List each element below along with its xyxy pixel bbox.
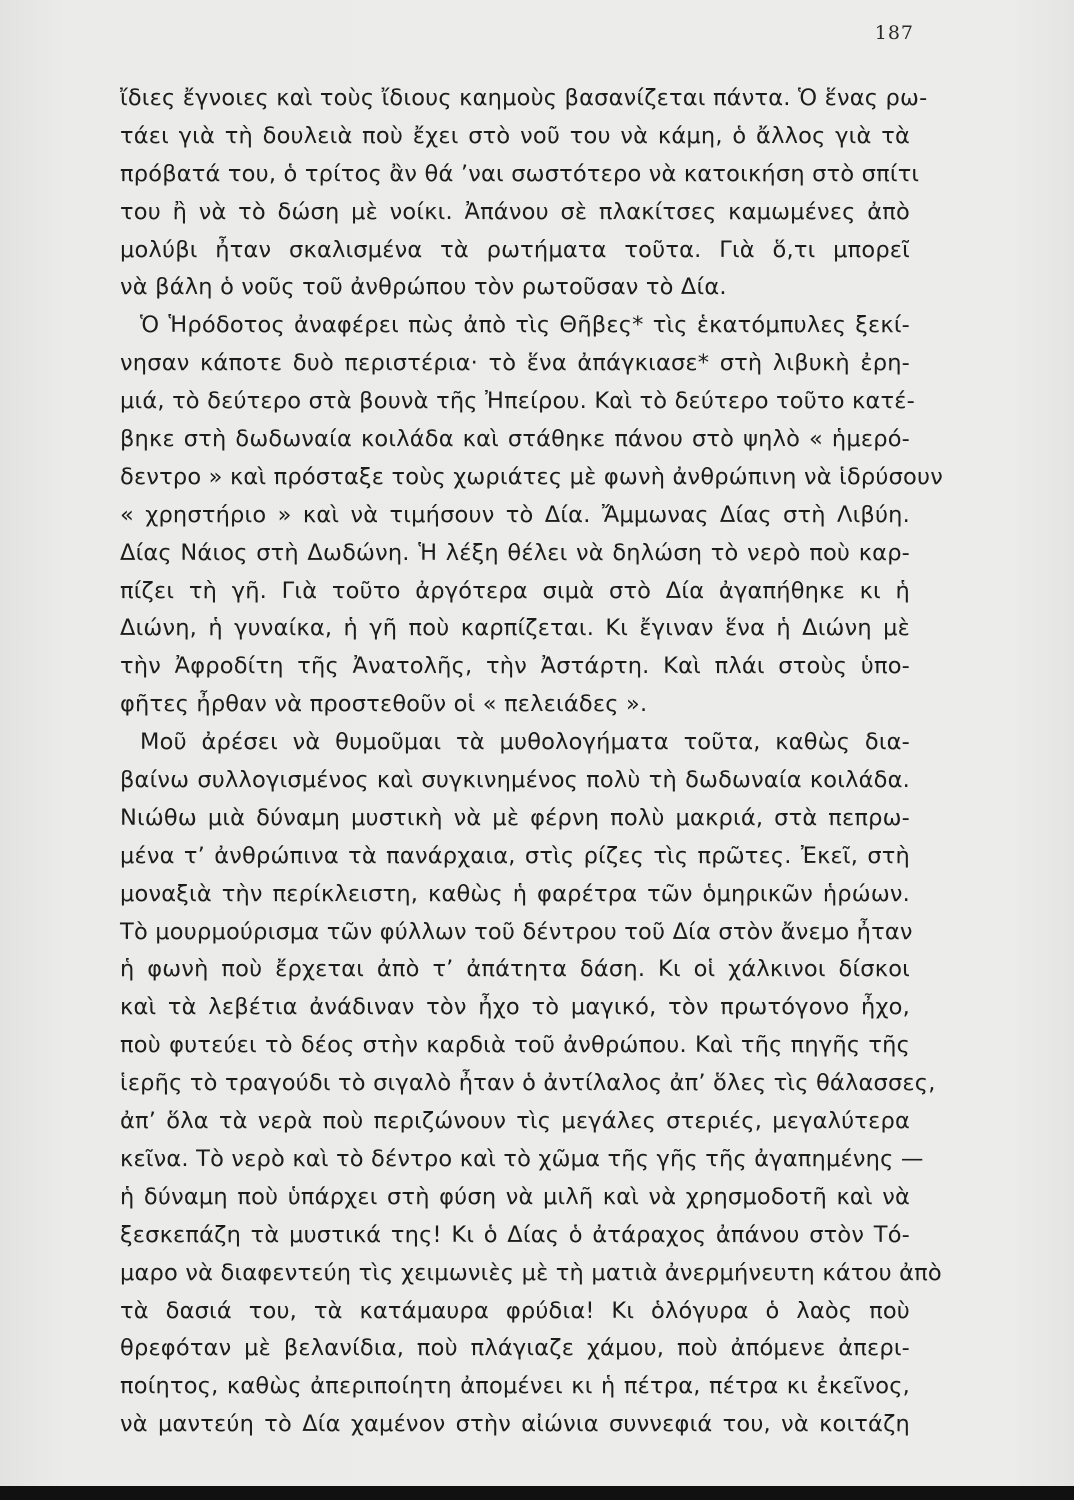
- text-line: Διώνη, ἡ γυναίκα, ἡ γῆ ποὺ καρπίζεται. Κι ἔγιναν ἕνα ἡ Διώνη μὲ: [120, 615, 910, 642]
- text-line: ἀπ’ ὅλα τὰ νερὰ ποὺ περιζώνουν τὶς μεγάλες στεριές, μεγαλύτερα: [120, 1108, 910, 1135]
- text-line: θρεφόταν μὲ βελανίδια, ποὺ πλάγιαζε χάμου, ποὺ ἀπόμενε ἀπερι-: [120, 1335, 910, 1362]
- text-line: Τὸ μουρμούρισμα τῶν φύλλων τοῦ δέντρου τοῦ Δία στὸν ἄνεμο ἦταν: [120, 918, 913, 945]
- text-line: ἴδιες ἔγνοιες καὶ τοὺς ἴδιους καημοὺς βασανίζεται πάντα. Ὁ ἕνας ρω-: [120, 85, 928, 111]
- text-line: νησαν κάποτε δυὸ περιστέρια· τὸ ἕνα ἀπάγκιασε* στὴ λιβυκὴ ἐρη-: [120, 350, 910, 377]
- page-number: 187: [874, 22, 914, 44]
- text-line: ξεσκεπάζη τὰ μυστικά της! Κι ὁ Δίας ὁ ἀτάραχος ἀπάνου στὸν Τό-: [120, 1221, 910, 1248]
- text-line: τὴν Ἀφροδίτη τῆς Ἀνατολῆς, τὴν Ἀστάρτη. Καὶ πλάι στοὺς ὑπο-: [120, 653, 910, 680]
- text-line: ἡ φωνὴ ποὺ ἔρχεται ἀπὸ τ’ ἀπάτητα δάση. Κι οἱ χάλκινοι δίσκοι: [120, 956, 910, 983]
- text-line: « χρηστήριο » καὶ νὰ τιμήσουν τὸ Δία. Ἄμμωνας Δίας στὴ Λιβύη.: [120, 501, 910, 528]
- body-text: [120, 80, 943, 1444]
- text-line: πρόβατά του, ὁ τρίτος ἂν θά ’ναι σωστότερο νὰ κατοικήση στὸ σπίτι: [120, 160, 920, 187]
- text-line: Δίας Νάιος στὴ Δωδώνη. Ἡ λέξη θέλει νὰ δηλώση τὸ νερὸ ποὺ καρ-: [120, 539, 910, 566]
- text-line: φῆτες ἦρθαν νὰ προστεθοῦν οἱ « πελειάδες ».: [120, 691, 648, 718]
- text-line: ποίητος, καθὼς ἀπεριποίητη ἀπομένει κι ἡ πέτρα, πέτρα κι ἐκεῖνος,: [120, 1373, 910, 1400]
- text-line: του ἢ νὰ τὸ δώση μὲ νοίκι. Ἀπάνου σὲ πλακίτσες καμωμένες ἀπὸ: [120, 198, 910, 225]
- text-line: δεντρο » καὶ πρόσταξε τοὺς χωριάτες μὲ φωνὴ ἀνθρώπινη νὰ ἱδρύσουν: [120, 463, 943, 490]
- text-line: ἡ δύναμη ποὺ ὑπάρχει στὴ φύση νὰ μιλῆ καὶ νὰ χρησμοδοτῆ καὶ νὰ: [120, 1183, 910, 1210]
- text-line: μένα τ’ ἀνθρώπινα τὰ πανάρχαια, στὶς ρίζες τὶς πρῶτες. Ἐκεῖ, στὴ: [120, 842, 910, 869]
- text-line: Νιώθω μιὰ δύναμη μυστικὴ νὰ μὲ φέρνη πολὺ μακριά, στὰ πεπρω-: [120, 804, 910, 831]
- text-line: μιά, τὸ δεύτερο στὰ βουνὰ τῆς Ἠπείρου. Καὶ τὸ δεύτερο τοῦτο κατέ-: [120, 388, 915, 415]
- text-line: Μοῦ ἀρέσει νὰ θυμοῦμαι τὰ μυθολογήματα τοῦτα, καθὼς δια-: [140, 729, 910, 756]
- text-line: νὰ μαντεύη τὸ Δία χαμένον στὴν αἰώνια συννεφιά του, νὰ κοιτάζη: [120, 1411, 910, 1438]
- text-line: μαρο νὰ διαφεντεύη τὶς χειμωνιὲς μὲ τὴ ματιὰ ἀνερμήνευτη κάτου ἀπὸ: [120, 1259, 942, 1286]
- text-line: Ὁ Ἡρόδοτος ἀναφέρει πὼς ἀπὸ τὶς Θῆβες* τὶς ἑκατόμπυλες ξεκί-: [140, 312, 910, 339]
- text-line: βαίνω συλλογισμένος καὶ συγκινημένος πολὺ τὴ δωδωναία κοιλάδα.: [120, 767, 910, 794]
- text-line: ἱερῆς τὸ τραγούδι τὸ σιγαλὸ ἦταν ὁ ἀντίλαλος ἀπ’ ὅλες τὶς θάλασσες,: [120, 1070, 936, 1097]
- text-line: μοναξιὰ τὴν περίκλειστη, καθὼς ἡ φαρέτρα τῶν ὁμηρικῶν ἡρώων.: [120, 880, 910, 907]
- text-line: μολύβι ἦταν σκαλισμένα τὰ ρωτήματα τοῦτα. Γιὰ ὅ,τι μπορεῖ: [120, 236, 910, 263]
- text-line: κεῖνα. Τὸ νερὸ καὶ τὸ δέντρο καὶ τὸ χῶμα τῆς γῆς τῆς ἀγαπημένης —: [120, 1145, 924, 1172]
- text-line: καὶ τὰ λεβέτια ἀνάδιναν τὸν ἦχο τὸ μαγικό, τὸν πρωτόγονο ἦχο,: [120, 994, 910, 1021]
- text-line: νὰ βάλη ὁ νοῦς τοῦ ἀνθρώπου τὸν ρωτοῦσαν τὸ Δία.: [120, 274, 727, 301]
- scan-edge: [0, 1486, 1074, 1500]
- text-line: ποὺ φυτεύει τὸ δέος στὴν καρδιὰ τοῦ ἀνθρώπου. Καὶ τῆς πηγῆς τῆς: [120, 1032, 910, 1059]
- text-line: τάει γιὰ τὴ δουλειὰ ποὺ ἔχει στὸ νοῦ του νὰ κάμη, ὁ ἄλλος γιὰ τὰ: [120, 122, 910, 149]
- text-line: πίζει τὴ γῆ. Γιὰ τοῦτο ἀργότερα σιμὰ στὸ Δία ἀγαπήθηκε κι ἡ: [120, 577, 910, 604]
- text-line: βηκε στὴ δωδωναία κοιλάδα καὶ στάθηκε πάνου στὸ ψηλὸ « ἡμερό-: [120, 426, 910, 453]
- text-line: τὰ δασιά του, τὰ κατάμαυρα φρύδια! Κι ὁλόγυρα ὁ λαὸς ποὺ: [120, 1297, 910, 1324]
